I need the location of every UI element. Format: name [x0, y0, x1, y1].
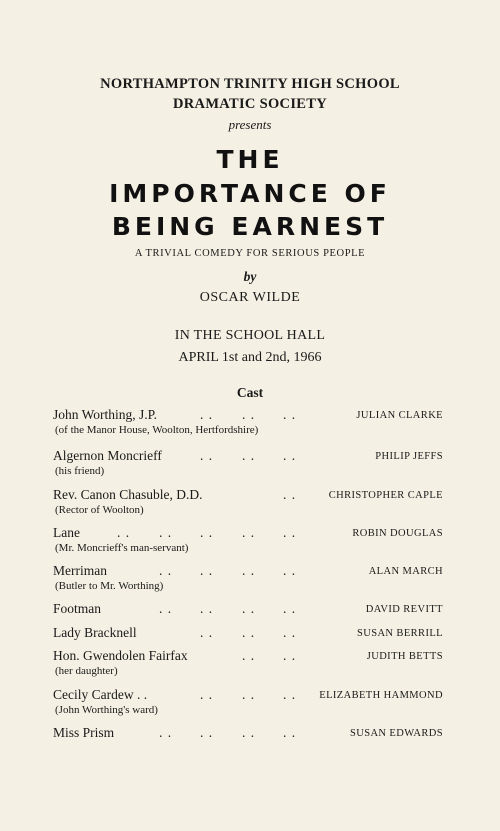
cast-heading: Cast — [236, 385, 264, 400]
leader-dots: . . — [283, 725, 297, 740]
role-note: (Butler to Mr. Worthing) — [55, 580, 164, 592]
cast-row — [53, 524, 443, 555]
leader-dots: . . — [283, 448, 297, 463]
school-line-1: NORTHAMPTON TRINITY HIGH SCHOOL — [100, 76, 400, 92]
role-name: Rev. Canon Chasuble, D.D. — [53, 487, 203, 502]
leader-dots: . . — [117, 525, 131, 540]
actor-name: DAVID REVITT — [365, 604, 443, 615]
leader-dots: . . — [242, 725, 256, 740]
role-name: Footman — [53, 601, 102, 616]
role-note: (of the Manor House, Woolton, Hertfordshire) — [55, 424, 259, 436]
actor-name: PHILIP JEFFS — [375, 451, 443, 462]
leader-dots: . . — [200, 407, 214, 422]
presents-text: presents — [228, 117, 272, 132]
leader-dots: . . — [200, 563, 214, 578]
play-subtitle: A TRIVIAL COMEDY FOR SERIOUS PEOPLE — [134, 248, 366, 259]
leader-dots: . . — [242, 648, 256, 663]
leader-dots: . . — [159, 563, 173, 578]
leader-dots: . . — [242, 448, 256, 463]
cast-row — [53, 600, 443, 617]
leader-dots: . . — [242, 407, 256, 422]
leader-dots: . . — [200, 625, 214, 640]
cast-row — [53, 406, 443, 437]
cast-row — [53, 486, 443, 517]
role-name: Merriman — [53, 563, 107, 578]
role-note: (his friend) — [55, 465, 105, 477]
cast-row — [53, 686, 443, 717]
leader-dots: . . — [159, 601, 173, 616]
venue: IN THE SCHOOL HALL — [174, 328, 326, 343]
cast-row — [53, 647, 443, 678]
actor-name: ROBIN DOUGLAS — [352, 528, 443, 539]
leader-dots: . . — [159, 525, 173, 540]
leader-dots: . . — [283, 625, 297, 640]
leader-dots: . . — [283, 487, 297, 502]
leader-dots: . . — [242, 563, 256, 578]
actor-name: ALAN MARCH — [368, 566, 443, 577]
actor-name: CHRISTOPHER CAPLE — [328, 490, 443, 501]
actor-name: JUDITH BETTS — [366, 651, 443, 662]
role-name: John Worthing, J.P. — [53, 407, 158, 422]
by-text: by — [243, 269, 257, 284]
play-title-line-1: THE — [216, 145, 284, 174]
leader-dots: . . — [200, 687, 214, 702]
school-name — [0, 74, 500, 114]
leader-dots: . . — [159, 725, 173, 740]
role-name: Cecily Cardew . . — [53, 687, 148, 702]
leader-dots: . . — [283, 687, 297, 702]
actor-name: SUSAN EDWARDS — [349, 728, 443, 739]
cast-row — [53, 624, 443, 641]
role-name: Lady Bracknell — [53, 625, 137, 640]
leader-dots: . . — [242, 687, 256, 702]
cast-row — [53, 447, 443, 478]
leader-dots: . . — [283, 601, 297, 616]
actor-name: ELIZABETH HAMMOND — [319, 690, 443, 701]
leader-dots: . . — [242, 601, 256, 616]
leader-dots: . . — [200, 448, 214, 463]
leader-dots: . . — [242, 525, 256, 540]
leader-dots: . . — [242, 625, 256, 640]
play-title-line-2: IMPORTANCE OF — [109, 179, 391, 208]
leader-dots: . . — [283, 407, 297, 422]
role-note: (Mr. Moncrieff's man-servant) — [55, 542, 189, 554]
author-name: OSCAR WILDE — [199, 290, 301, 305]
role-name: Miss Prism — [53, 725, 115, 740]
role-name: Algernon Moncrieff — [53, 448, 162, 463]
role-note: (John Worthing's ward) — [55, 704, 158, 716]
school-line-2: DRAMATIC SOCIETY — [173, 96, 327, 112]
play-title-line-3: BEING EARNEST — [111, 212, 389, 241]
performance-dates: APRIL 1st and 2nd, 1966 — [178, 350, 322, 365]
cast-row — [53, 724, 443, 741]
leader-dots: . . — [200, 725, 214, 740]
leader-dots: . . — [200, 601, 214, 616]
role-note: (her daughter) — [55, 665, 118, 677]
leader-dots: . . — [200, 525, 214, 540]
actor-name: SUSAN BERRILL — [356, 628, 443, 639]
leader-dots: . . — [283, 563, 297, 578]
role-note: (Rector of Woolton) — [55, 504, 144, 516]
cast-row — [53, 562, 443, 593]
role-name: Hon. Gwendolen Fairfax — [53, 648, 188, 663]
actor-name: JULIAN CLARKE — [356, 410, 443, 421]
role-name: Lane — [53, 525, 80, 540]
leader-dots: . . — [283, 525, 297, 540]
leader-dots: . . — [283, 648, 297, 663]
